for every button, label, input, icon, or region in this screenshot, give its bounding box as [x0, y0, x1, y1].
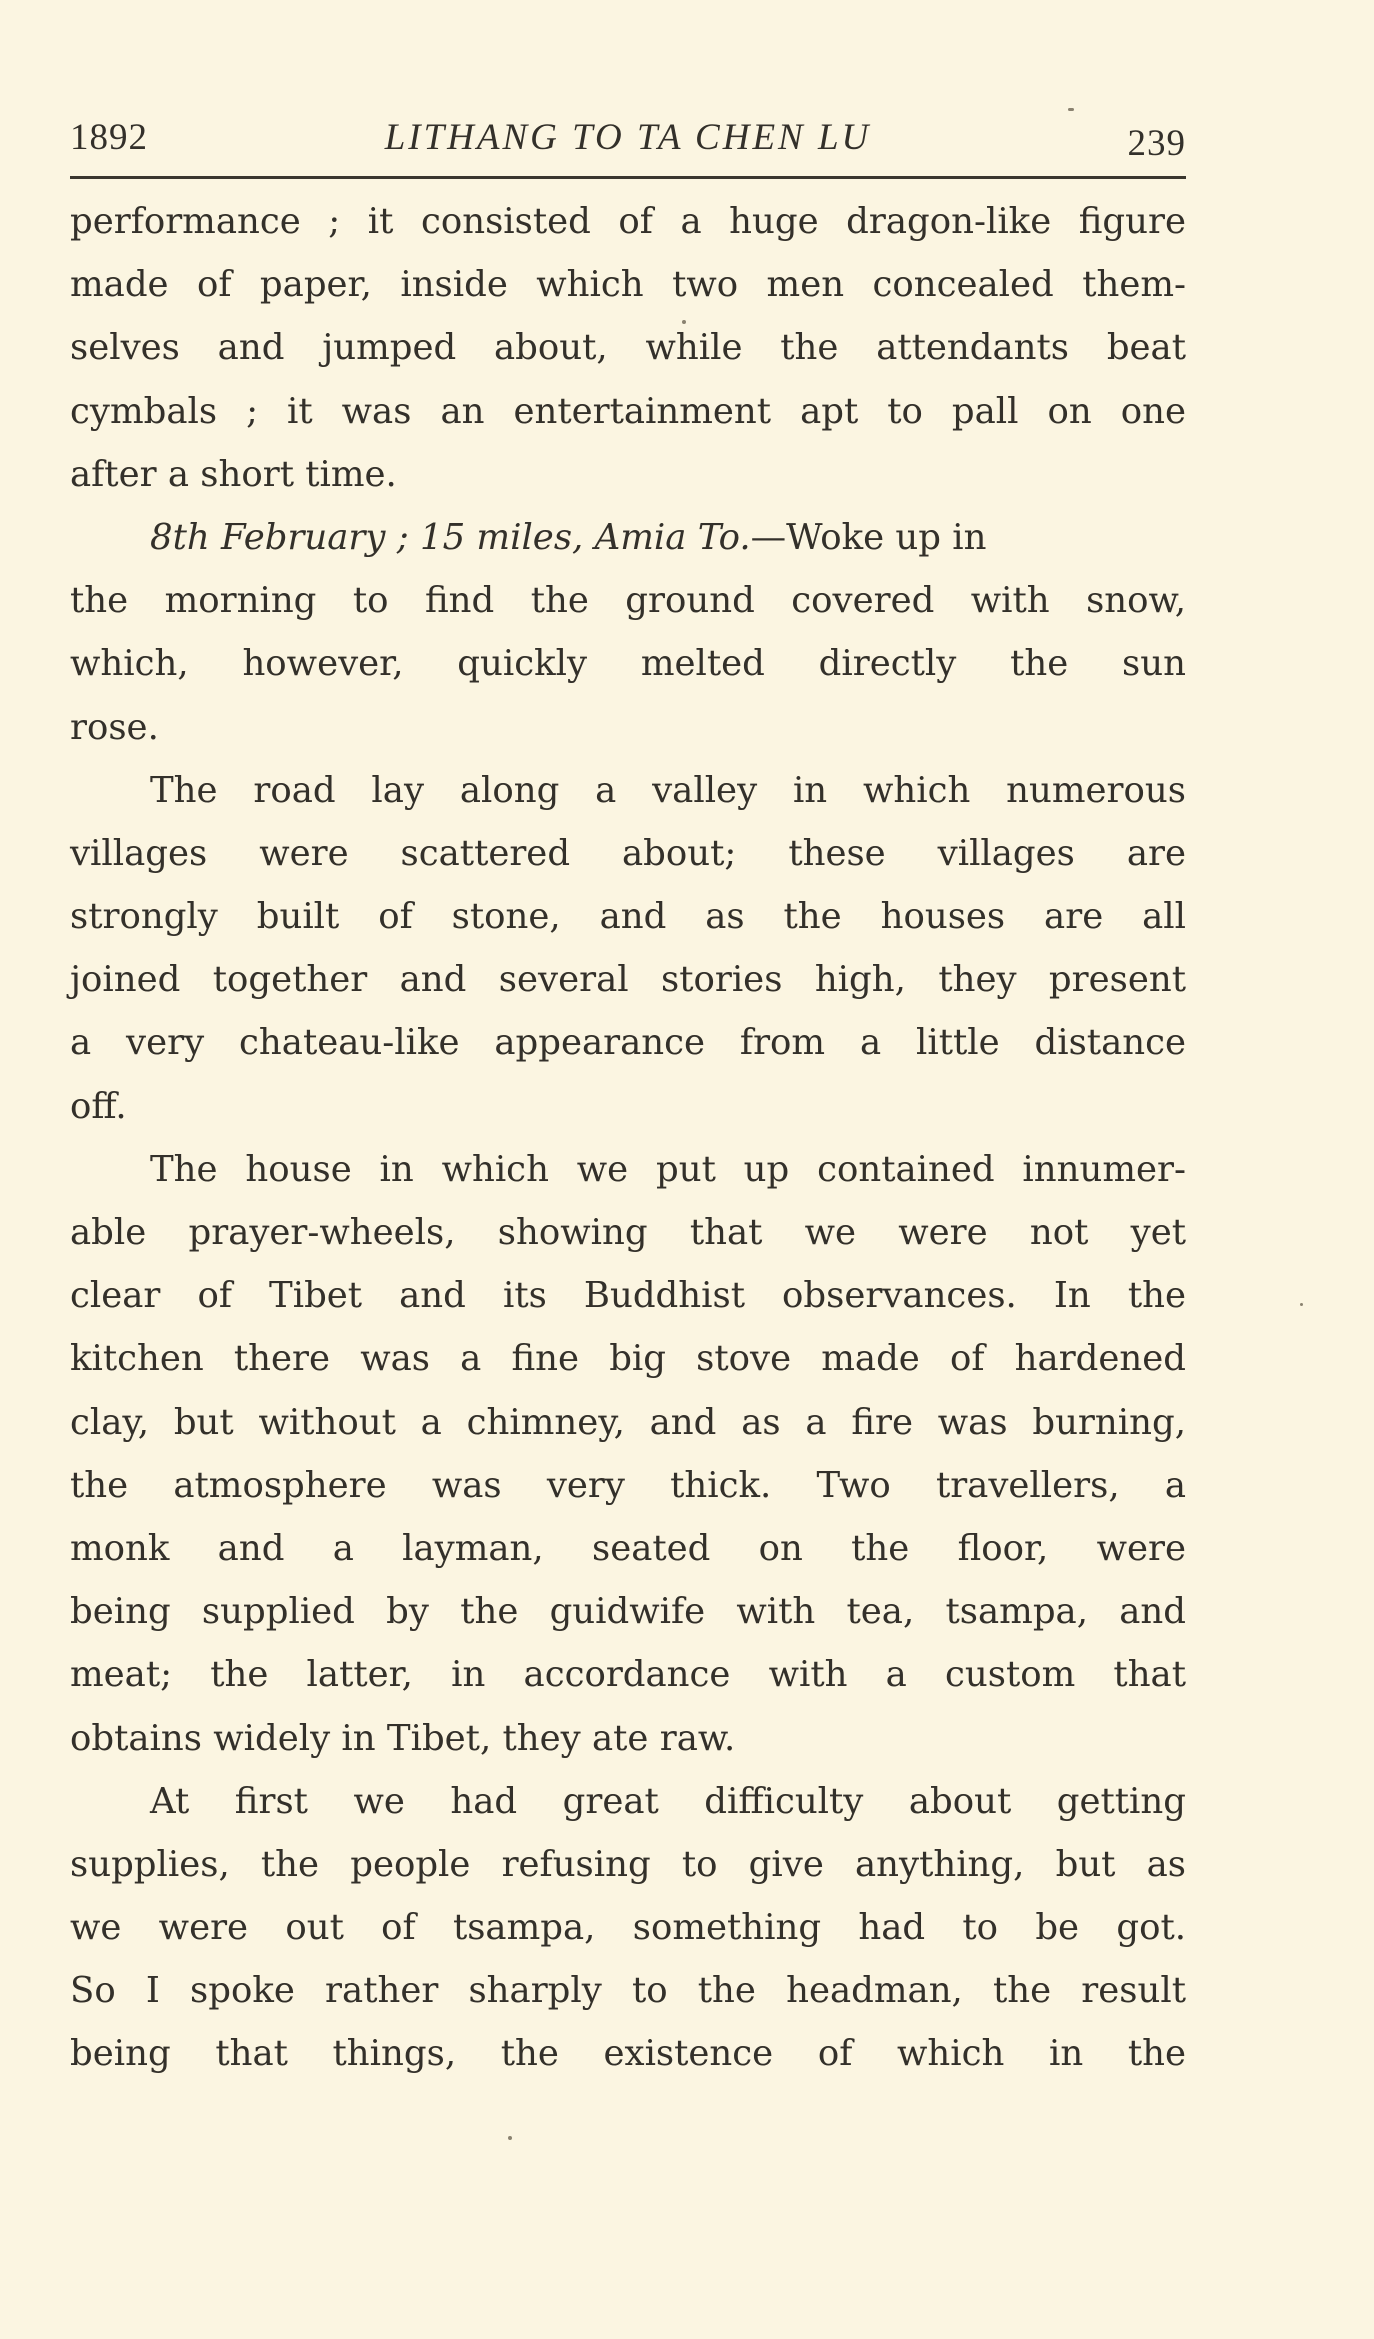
running-head — [70, 108, 1186, 168]
text-line: cymbals ; it was an entertainment apt to pall on one — [70, 390, 1186, 432]
text-line: strongly built of stone, and as the houses are all — [70, 896, 1186, 938]
text-line: obtains widely in Tibet, they ate raw. — [70, 1717, 736, 1759]
text-line: joined together and several stories high, they present — [70, 959, 1186, 1001]
text-line: being supplied by the guidwife with tea, tsampa, and — [70, 1591, 1186, 1633]
text-line: after a short time. — [70, 453, 397, 495]
paper-speck — [1300, 1303, 1303, 1306]
text-line: So I spoke rather sharply to the headman, the result — [70, 1970, 1186, 2012]
paper-speck — [1068, 108, 1074, 111]
text-line: being that things, the existence of which in the — [70, 2033, 1186, 2075]
text-line: the atmosphere was very thick. Two travellers, a — [70, 1464, 1186, 1506]
text-line: clear of Tibet and its Buddhist observances. In the — [70, 1275, 1186, 1317]
text-line: able prayer-wheels, showing that we were not yet — [70, 1212, 1186, 1253]
text-line: made of paper, inside which two men concealed them- — [70, 264, 1186, 306]
text-line: performance ; it consisted of a huge dragon-like figure — [70, 201, 1186, 242]
text-line: kitchen there was a fine big stove made of hardened — [70, 1338, 1186, 1380]
text-line: supplies, the people refusing to give anything, but as — [70, 1843, 1186, 1885]
diary-entry-line — [70, 506, 1186, 569]
body-text — [70, 190, 1186, 2086]
text-line: At first we had great difficulty about getting — [150, 1780, 1186, 1822]
text-line: meat; the latter, in accordance with a custom that — [70, 1654, 1186, 1696]
text-line: villages were scattered about; these villages are — [70, 832, 1186, 874]
text-line: off. — [70, 1085, 127, 1127]
text-line: the morning to find the ground covered with snow, — [70, 580, 1186, 622]
text-line: which, however, quickly melted directly the sun — [70, 643, 1186, 685]
text-line: The road lay along a valley in which numerous — [150, 769, 1186, 811]
paper-speck — [508, 2136, 512, 2140]
text-line: selves and jumped about, while the attendants beat — [70, 327, 1186, 369]
diary-entry-text: —Woke up in — [750, 516, 987, 558]
paper-speck — [682, 320, 686, 324]
text-line: clay, but without a chimney, and as a fire was burning, — [70, 1401, 1186, 1443]
page-number: 239 — [1127, 123, 1186, 164]
diary-entry-heading: 8th February ; 15 miles, Amia To. — [150, 516, 751, 558]
page-year: 1892 — [70, 117, 148, 158]
text-line: we were out of tsampa, something had to be got. — [70, 1907, 1186, 1949]
text-line: monk and a layman, seated on the floor, were — [70, 1527, 1186, 1569]
text-line: The house in which we put up contained innumer- — [150, 1148, 1186, 1190]
running-title: LITHANG TO TA CHEN LU — [384, 117, 872, 158]
text-line: rose. — [70, 706, 159, 748]
header-rule — [70, 176, 1186, 179]
text-line: a very chateau-like appearance from a little distance — [70, 1022, 1186, 1064]
